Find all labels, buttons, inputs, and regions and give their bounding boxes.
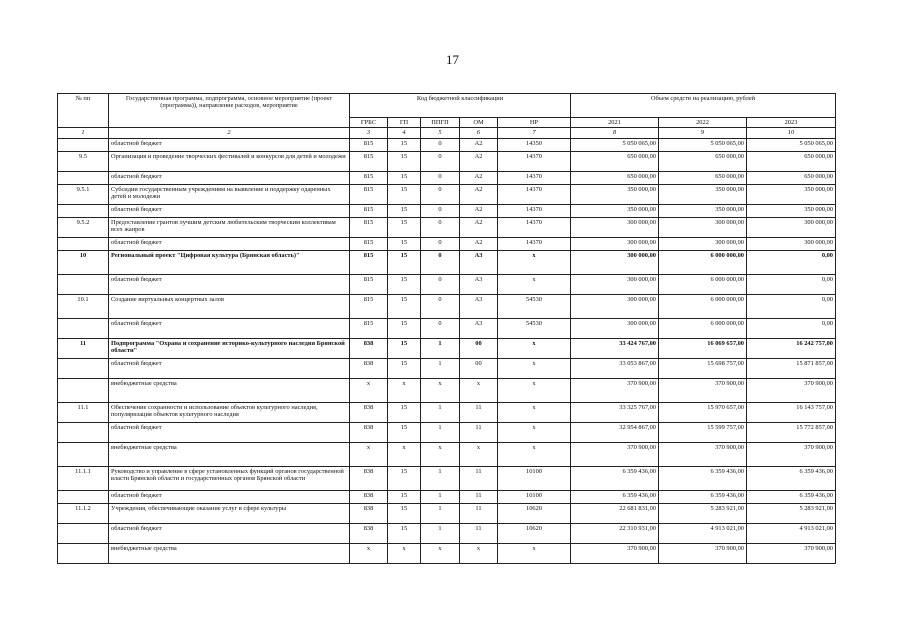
- code-om: х: [460, 543, 498, 563]
- amount-2023: 0,00: [747, 294, 836, 318]
- code-om: А2: [460, 151, 498, 171]
- amount-2023: 650 000,00: [747, 171, 836, 184]
- amount-2023: 0,00: [747, 318, 836, 338]
- code-nr: 54530: [498, 294, 571, 318]
- table-row: [58, 358, 836, 378]
- row-name: Руководство и управление в сфере установленных функций органов государственной власти Брянской области и государственных органов Брянской области: [109, 466, 350, 490]
- row-number: [58, 204, 109, 217]
- code-om: 00: [460, 338, 498, 358]
- code-gp: х: [388, 378, 421, 402]
- row-name: внебюджетные средства: [109, 442, 350, 466]
- table-row: [58, 523, 836, 543]
- code-ppgp: 0: [421, 250, 460, 274]
- amount-2022: 350 000,00: [659, 184, 747, 204]
- header-code-nr: НР: [498, 118, 571, 128]
- amount-2021: 33 325 767,00: [571, 402, 659, 422]
- code-nr: 14370: [498, 237, 571, 250]
- table-row: [58, 274, 836, 294]
- code-gp: 15: [388, 151, 421, 171]
- amount-2023: 6 359 436,00: [747, 466, 836, 490]
- amount-2021: 300 000,00: [571, 318, 659, 338]
- column-index: 7: [498, 128, 571, 138]
- header-kbk: Код бюджетной классификации: [350, 94, 571, 118]
- code-nr: 14370: [498, 171, 571, 184]
- code-grbs: 815: [350, 217, 388, 237]
- amount-2023: 370 900,00: [747, 543, 836, 563]
- code-nr: 14370: [498, 184, 571, 204]
- header-code-grbs: ГРБС: [350, 118, 388, 128]
- code-ppgp: 1: [421, 466, 460, 490]
- row-name: областной бюджет: [109, 274, 350, 294]
- code-gp: 15: [388, 184, 421, 204]
- code-om: 11: [460, 402, 498, 422]
- header-code-om: ОМ: [460, 118, 498, 128]
- code-om: А2: [460, 184, 498, 204]
- code-ppgp: 1: [421, 358, 460, 378]
- row-name: Субсидии государственным учреждениям на выявление и поддержку одаренных детей и молодежи: [109, 184, 350, 204]
- row-number: 10: [58, 250, 109, 274]
- code-ppgp: 1: [421, 422, 460, 442]
- amount-2023: 5 050 065,00: [747, 138, 836, 151]
- code-ppgp: 1: [421, 338, 460, 358]
- header-year-2021: 2021: [571, 118, 659, 128]
- amount-2022: 300 000,00: [659, 237, 747, 250]
- table-row: [58, 466, 836, 490]
- amount-2022: 6 359 436,00: [659, 490, 747, 503]
- row-number: [58, 274, 109, 294]
- row-name: Предоставление грантов лучшим детским любительским творческим коллективам всех жанров: [109, 217, 350, 237]
- table-row: [58, 442, 836, 466]
- row-name: Организация и проведение творческих фестивалей и конкурсов для детей и молодежи: [109, 151, 350, 171]
- amount-2021: 370 900,00: [571, 378, 659, 402]
- row-number: [58, 358, 109, 378]
- amount-2021: 370 900,00: [571, 543, 659, 563]
- code-gp: 15: [388, 490, 421, 503]
- code-gp: 15: [388, 523, 421, 543]
- table-row: [58, 151, 836, 171]
- row-number: 11.1: [58, 402, 109, 422]
- code-nr: х: [498, 338, 571, 358]
- code-gp: 15: [388, 237, 421, 250]
- amount-2022: 16 069 657,00: [659, 338, 747, 358]
- code-ppgp: х: [421, 543, 460, 563]
- code-gp: 15: [388, 204, 421, 217]
- row-number: [58, 543, 109, 563]
- row-name: внебюджетные средства: [109, 378, 350, 402]
- column-index: 9: [659, 128, 747, 138]
- amount-2023: 5 283 921,00: [747, 503, 836, 523]
- table-row: [58, 138, 836, 151]
- code-nr: 14370: [498, 204, 571, 217]
- code-om: А3: [460, 294, 498, 318]
- code-gp: 15: [388, 171, 421, 184]
- code-gp: 15: [388, 318, 421, 338]
- amount-2021: 350 000,00: [571, 184, 659, 204]
- amount-2023: 4 913 021,00: [747, 523, 836, 543]
- code-grbs: 838: [350, 422, 388, 442]
- amount-2021: 300 000,00: [571, 237, 659, 250]
- amount-2023: 650 000,00: [747, 151, 836, 171]
- amount-2021: 350 000,00: [571, 204, 659, 217]
- table-row: [58, 422, 836, 442]
- code-nr: х: [498, 274, 571, 294]
- code-nr: 10100: [498, 490, 571, 503]
- code-grbs: 815: [350, 171, 388, 184]
- code-om: 11: [460, 466, 498, 490]
- table-row: [58, 204, 836, 217]
- table-row: [58, 294, 836, 318]
- code-gp: 15: [388, 422, 421, 442]
- amount-2022: 6 000 000,00: [659, 274, 747, 294]
- code-om: 00: [460, 358, 498, 378]
- table-row: [58, 338, 836, 358]
- code-om: А3: [460, 274, 498, 294]
- row-name: областной бюджет: [109, 318, 350, 338]
- code-grbs: 815: [350, 184, 388, 204]
- column-index: 5: [421, 128, 460, 138]
- amount-2023: 15 871 857,00: [747, 358, 836, 378]
- code-gp: 15: [388, 217, 421, 237]
- code-grbs: х: [350, 378, 388, 402]
- code-ppgp: 0: [421, 138, 460, 151]
- header-num: № пп: [58, 94, 109, 128]
- code-grbs: 815: [350, 204, 388, 217]
- code-nr: 54530: [498, 318, 571, 338]
- row-number: [58, 378, 109, 402]
- amount-2022: 6 000 000,00: [659, 294, 747, 318]
- amount-2022: 300 000,00: [659, 217, 747, 237]
- row-name: областной бюджет: [109, 138, 350, 151]
- row-number: 10.1: [58, 294, 109, 318]
- code-ppgp: 0: [421, 151, 460, 171]
- code-ppgp: 0: [421, 184, 460, 204]
- amount-2021: 33 424 767,00: [571, 338, 659, 358]
- row-number: [58, 490, 109, 503]
- amount-2022: 650 000,00: [659, 151, 747, 171]
- code-ppgp: 1: [421, 503, 460, 523]
- code-om: 11: [460, 490, 498, 503]
- row-name: областной бюджет: [109, 237, 350, 250]
- code-om: А2: [460, 237, 498, 250]
- code-nr: х: [498, 543, 571, 563]
- table-row: [58, 378, 836, 402]
- header-year-2023: 2023: [747, 118, 836, 128]
- code-grbs: 838: [350, 338, 388, 358]
- header-year-2022: 2022: [659, 118, 747, 128]
- code-grbs: х: [350, 442, 388, 466]
- row-name: Обеспечение сохранности и использование объектов культурного наследия, популяризация объектов культурного наследия: [109, 402, 350, 422]
- table-row: [58, 250, 836, 274]
- amount-2021: 370 900,00: [571, 442, 659, 466]
- amount-2023: 350 000,00: [747, 204, 836, 217]
- code-grbs: 815: [350, 294, 388, 318]
- code-grbs: 815: [350, 274, 388, 294]
- code-grbs: 838: [350, 490, 388, 503]
- row-name: областной бюджет: [109, 422, 350, 442]
- code-nr: х: [498, 402, 571, 422]
- amount-2021: 300 000,00: [571, 217, 659, 237]
- amount-2023: 16 242 757,00: [747, 338, 836, 358]
- amount-2021: 32 954 867,00: [571, 422, 659, 442]
- amount-2021: 5 050 065,00: [571, 138, 659, 151]
- code-om: х: [460, 378, 498, 402]
- code-om: 11: [460, 503, 498, 523]
- amount-2023: 0,00: [747, 250, 836, 274]
- amount-2022: 6 359 436,00: [659, 466, 747, 490]
- column-index: 1: [58, 128, 109, 138]
- table-row: [58, 171, 836, 184]
- row-number: [58, 442, 109, 466]
- column-index: 8: [571, 128, 659, 138]
- code-grbs: 838: [350, 402, 388, 422]
- row-name: Создание виртуальных концертных залов: [109, 294, 350, 318]
- code-om: 11: [460, 422, 498, 442]
- amount-2021: 300 000,00: [571, 274, 659, 294]
- row-number: 11.1.2: [58, 503, 109, 523]
- code-ppgp: х: [421, 442, 460, 466]
- table-row: [58, 490, 836, 503]
- code-om: А3: [460, 250, 498, 274]
- amount-2023: 15 772 857,00: [747, 422, 836, 442]
- code-om: А2: [460, 171, 498, 184]
- code-nr: 14350: [498, 138, 571, 151]
- row-number: [58, 171, 109, 184]
- header-code-ppgp: ППГП: [421, 118, 460, 128]
- row-name: областной бюджет: [109, 358, 350, 378]
- table-body: [58, 138, 836, 563]
- code-om: х: [460, 442, 498, 466]
- budget-table: [57, 93, 836, 564]
- code-ppgp: 0: [421, 217, 460, 237]
- amount-2022: 15 698 757,00: [659, 358, 747, 378]
- amount-2021: 300 000,00: [571, 294, 659, 318]
- row-number: 9.5: [58, 151, 109, 171]
- code-ppgp: 0: [421, 294, 460, 318]
- page-number: 17: [446, 52, 459, 67]
- code-grbs: х: [350, 543, 388, 563]
- row-name: внебюджетные средства: [109, 543, 350, 563]
- amount-2023: 300 000,00: [747, 237, 836, 250]
- amount-2021: 6 359 436,00: [571, 490, 659, 503]
- row-number: 11: [58, 338, 109, 358]
- row-number: [58, 237, 109, 250]
- amount-2022: 6 000 000,00: [659, 318, 747, 338]
- amount-2022: 5 283 921,00: [659, 503, 747, 523]
- code-om: А3: [460, 318, 498, 338]
- amount-2022: 350 000,00: [659, 204, 747, 217]
- code-ppgp: х: [421, 378, 460, 402]
- amount-2022: 15 970 657,00: [659, 402, 747, 422]
- table-row: [58, 402, 836, 422]
- amount-2022: 6 000 000,00: [659, 250, 747, 274]
- table-row: [58, 217, 836, 237]
- code-nr: 10620: [498, 503, 571, 523]
- code-ppgp: 0: [421, 204, 460, 217]
- table-row: [58, 503, 836, 523]
- row-name: областной бюджет: [109, 204, 350, 217]
- code-nr: х: [498, 358, 571, 378]
- amount-2023: 0,00: [747, 274, 836, 294]
- amount-2022: 650 000,00: [659, 171, 747, 184]
- code-ppgp: 1: [421, 402, 460, 422]
- amount-2022: 5 050 065,00: [659, 138, 747, 151]
- code-grbs: 838: [350, 466, 388, 490]
- amount-2022: 4 913 021,00: [659, 523, 747, 543]
- code-om: А2: [460, 138, 498, 151]
- amount-2022: 370 900,00: [659, 378, 747, 402]
- amount-2022: 15 599 757,00: [659, 422, 747, 442]
- column-index-row: [58, 128, 836, 138]
- code-gp: 15: [388, 250, 421, 274]
- amount-2023: 6 359 436,00: [747, 490, 836, 503]
- code-grbs: 815: [350, 151, 388, 171]
- row-name: областной бюджет: [109, 171, 350, 184]
- code-nr: 14370: [498, 217, 571, 237]
- code-ppgp: 0: [421, 318, 460, 338]
- code-grbs: 838: [350, 358, 388, 378]
- row-number: [58, 523, 109, 543]
- column-index: 6: [460, 128, 498, 138]
- code-ppgp: 1: [421, 523, 460, 543]
- row-number: [58, 138, 109, 151]
- table-row: [58, 543, 836, 563]
- amount-2023: 370 900,00: [747, 442, 836, 466]
- code-grbs: 815: [350, 237, 388, 250]
- code-grbs: 838: [350, 523, 388, 543]
- code-nr: 10620: [498, 523, 571, 543]
- table-row: [58, 237, 836, 250]
- code-ppgp: 0: [421, 171, 460, 184]
- code-gp: 15: [388, 138, 421, 151]
- code-gp: 15: [388, 503, 421, 523]
- code-grbs: 815: [350, 318, 388, 338]
- table-row: [58, 184, 836, 204]
- row-name: областной бюджет: [109, 490, 350, 503]
- amount-2021: 650 000,00: [571, 171, 659, 184]
- amount-2021: 22 310 931,00: [571, 523, 659, 543]
- header-volume: Объем средств на реализацию, рублей: [571, 94, 836, 118]
- code-om: 11: [460, 523, 498, 543]
- row-name: областной бюджет: [109, 523, 350, 543]
- code-gp: 15: [388, 338, 421, 358]
- column-index: 4: [388, 128, 421, 138]
- code-om: А2: [460, 204, 498, 217]
- row-number: 9.5.2: [58, 217, 109, 237]
- row-number: [58, 318, 109, 338]
- row-name: Региональный проект "Цифровая культура (Брянская область)": [109, 250, 350, 274]
- code-nr: 14370: [498, 151, 571, 171]
- code-grbs: 838: [350, 503, 388, 523]
- code-ppgp: 0: [421, 274, 460, 294]
- header-name: Государственная программа, подпрограмма, основное мероприятие (проект (программа)), направление расходов, мероприятие: [109, 94, 350, 128]
- row-number: 9.5.1: [58, 184, 109, 204]
- amount-2023: 350 000,00: [747, 184, 836, 204]
- column-index: 3: [350, 128, 388, 138]
- amount-2021: 33 053 867,00: [571, 358, 659, 378]
- code-gp: 15: [388, 358, 421, 378]
- amount-2023: 16 143 757,00: [747, 402, 836, 422]
- code-ppgp: 1: [421, 490, 460, 503]
- table-row: [58, 318, 836, 338]
- row-number: [58, 422, 109, 442]
- code-gp: 15: [388, 402, 421, 422]
- column-index: 2: [109, 128, 350, 138]
- code-ppgp: 0: [421, 237, 460, 250]
- amount-2021: 22 681 831,00: [571, 503, 659, 523]
- row-name: Учреждения, обеспечивающие оказание услуг в сфере культуры: [109, 503, 350, 523]
- code-nr: х: [498, 422, 571, 442]
- amount-2022: 370 900,00: [659, 442, 747, 466]
- amount-2021: 650 000,00: [571, 151, 659, 171]
- code-nr: х: [498, 378, 571, 402]
- code-grbs: 815: [350, 138, 388, 151]
- code-gp: 15: [388, 466, 421, 490]
- row-name: Подпрограмма "Охрана и сохранение историко-культурного наследия Брянской области": [109, 338, 350, 358]
- amount-2023: 300 000,00: [747, 217, 836, 237]
- code-grbs: 815: [350, 250, 388, 274]
- code-nr: х: [498, 442, 571, 466]
- code-gp: 15: [388, 294, 421, 318]
- row-number: 11.1.1: [58, 466, 109, 490]
- amount-2021: 300 000,00: [571, 250, 659, 274]
- header-code-gp: ГП: [388, 118, 421, 128]
- code-gp: х: [388, 442, 421, 466]
- code-nr: х: [498, 250, 571, 274]
- amount-2021: 6 359 436,00: [571, 466, 659, 490]
- column-index: 10: [747, 128, 836, 138]
- amount-2022: 370 900,00: [659, 543, 747, 563]
- code-om: А2: [460, 217, 498, 237]
- code-nr: 10100: [498, 466, 571, 490]
- code-gp: 15: [388, 274, 421, 294]
- code-gp: х: [388, 543, 421, 563]
- amount-2023: 370 900,00: [747, 378, 836, 402]
